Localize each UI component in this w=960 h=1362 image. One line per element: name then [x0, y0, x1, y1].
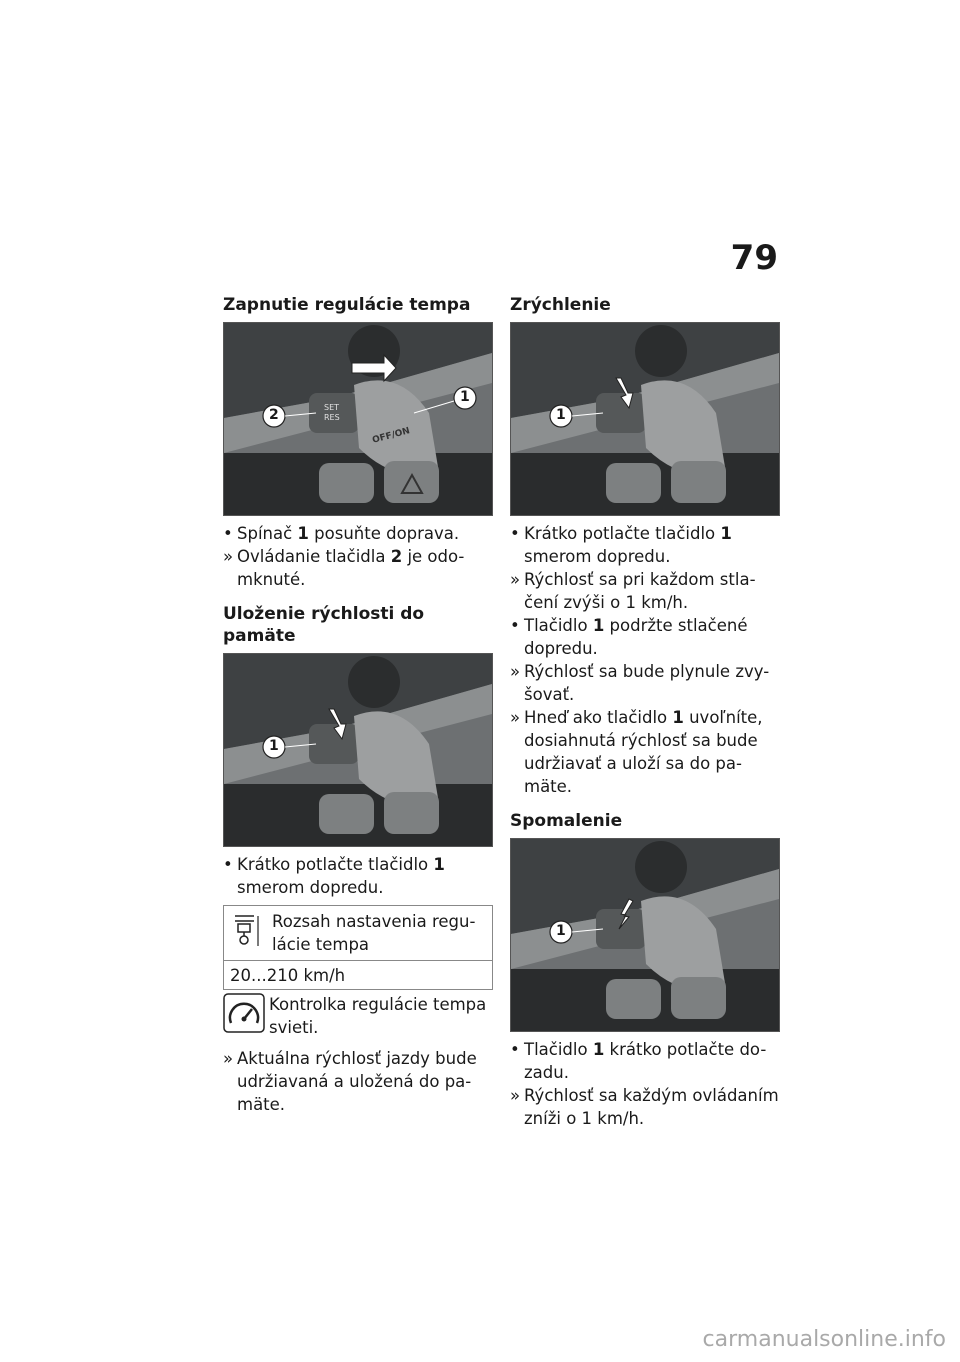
offon-label: OFF/ON: [371, 426, 412, 446]
gauge-range-icon: [232, 910, 262, 950]
heading-accelerate: Zrýchlenie: [510, 295, 611, 315]
res-label: RES: [324, 413, 340, 422]
result-line: » Rýchlosť sa každým ovládaním zníži o 1 km/h.: [510, 1086, 779, 1128]
instruction-bullet: • Krátko potlačte tlačidlo 1 smerom dopredu.: [223, 855, 445, 897]
photo-decelerate: [510, 838, 780, 1032]
indicator-note: [223, 993, 493, 1039]
callout-1: 1: [460, 389, 470, 405]
heading-cruise-on: Zapnutie regulácie tempa: [223, 295, 471, 315]
right-column: [510, 288, 780, 1130]
result-line: » Aktuálna rýchlosť jazdy bude udržiavaná a uložená do pa- mäte.: [223, 1049, 477, 1114]
instruction-bullet: • Tlačidlo 1 krátko potlačte do- zadu.: [510, 1040, 767, 1082]
instruction-bullet: • Tlačidlo 1 podržte stlačené dopredu.: [510, 616, 748, 658]
heading-store-speed: Uloženie rýchlosti do pamäte: [223, 604, 425, 646]
callout-1: 1: [556, 407, 566, 423]
spec-label: Rozsah nastavenia regu- lácie tempa: [272, 912, 476, 954]
left-column: [223, 288, 493, 1116]
heading-decelerate: Spomalenie: [510, 811, 623, 831]
instruction-bullet: • Krátko potlačte tlačidlo 1 smerom dopredu.: [510, 524, 732, 566]
callout-2: 2: [269, 407, 279, 423]
result-line: » Rýchlosť sa pri každom stla- čení zvýši o 1 km/h.: [510, 570, 756, 612]
result-line: » Ovládanie tlačidla 2 je odo- mknuté.: [223, 547, 465, 589]
set-label: SET: [324, 403, 340, 412]
spec-table: [223, 905, 493, 990]
instruction-bullet: • Spínač 1 posuňte doprava.: [223, 524, 460, 543]
photo-store-speed: [223, 653, 493, 847]
page-number: 79: [730, 238, 778, 278]
result-line: » Hneď ako tlačidlo 1 uvoľníte, dosiahnutá rýchlosť sa bude udržiavať a uloží sa do pa- mäte.: [510, 708, 763, 796]
indicator-text: Kontrolka regulácie tempa svieti.: [269, 995, 487, 1037]
spec-header: [224, 906, 492, 961]
result-line: » Rýchlosť sa bude plynule zvy- šovať.: [510, 662, 770, 704]
photo-cruise-switch-on: [223, 322, 493, 516]
callout-1: 1: [269, 738, 279, 754]
watermark: carmanualsonline.info: [702, 1327, 946, 1352]
photo-accelerate: [510, 322, 780, 516]
cruise-control-indicator-icon: [223, 993, 265, 1033]
spec-value: 20...210 km/h: [230, 966, 346, 985]
callout-1: 1: [556, 923, 566, 939]
